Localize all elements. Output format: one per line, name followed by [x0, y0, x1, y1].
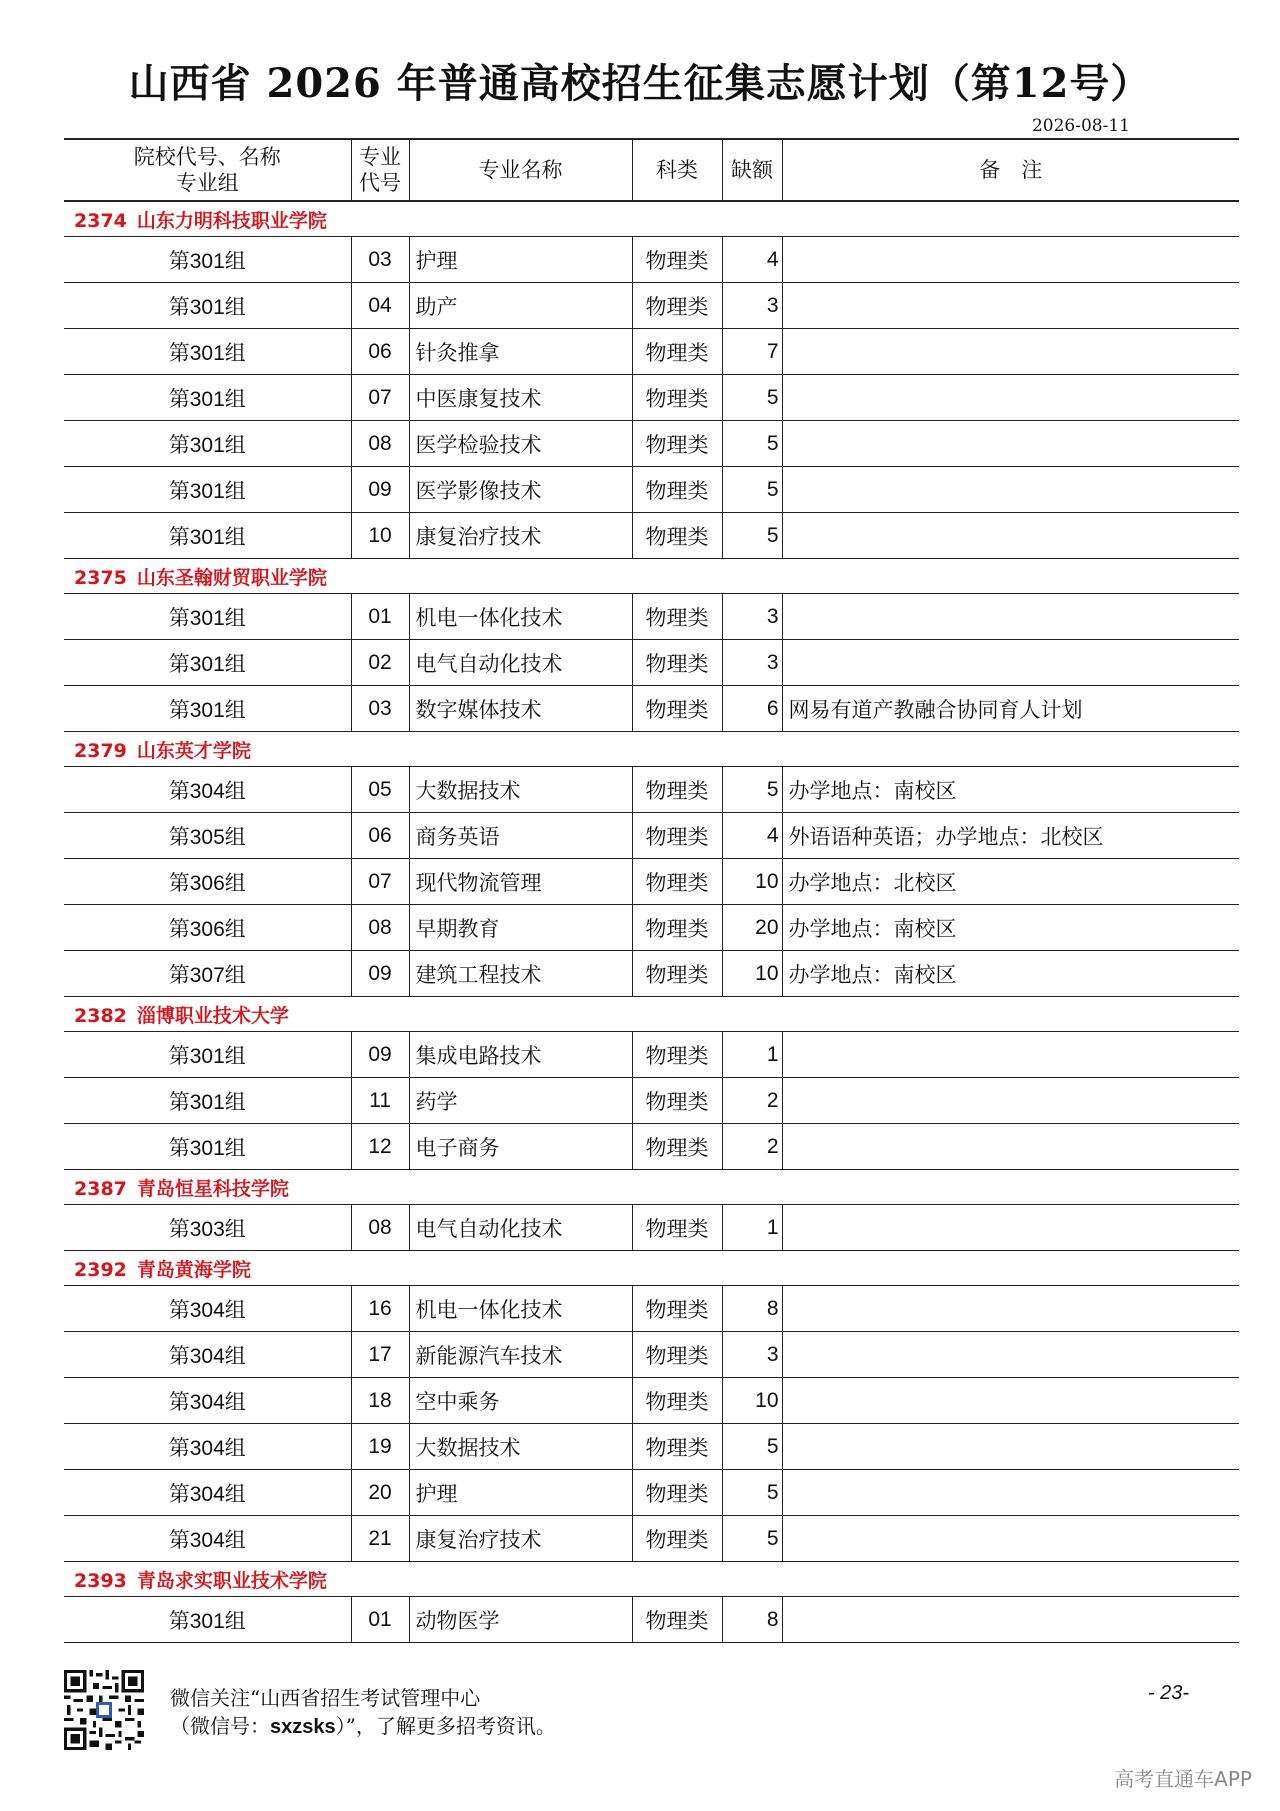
- school-header-cell: [64, 997, 1239, 1032]
- note-cell: 办学地点：南校区: [782, 767, 1239, 813]
- major-name-cell: 中医康复技术: [409, 375, 632, 421]
- table-row: [64, 421, 1239, 467]
- major-code-cell: 08: [351, 1205, 409, 1251]
- school-header-cell: [64, 732, 1239, 767]
- subject-cell: 物理类: [632, 1205, 722, 1251]
- subject-cell: 物理类: [632, 1124, 722, 1170]
- major-code-cell: 05: [351, 767, 409, 813]
- major-name-cell: 现代物流管理: [409, 859, 632, 905]
- vacancy-cell: 5: [722, 421, 782, 467]
- table-row: [64, 467, 1239, 513]
- school-header-row: [64, 1251, 1239, 1286]
- note-cell: [782, 1078, 1239, 1124]
- major-name-cell: 针灸推拿: [409, 329, 632, 375]
- school-header-cell: [64, 201, 1239, 237]
- table-row: [64, 1205, 1239, 1251]
- footer-line2-prefix: （微信号：: [170, 1714, 270, 1738]
- group-cell: 第304组: [64, 1332, 351, 1378]
- footer-wechat-line1: 微信关注“山西省招生考试管理中心: [170, 1686, 481, 1710]
- table-row: [64, 1424, 1239, 1470]
- note-cell: [782, 1124, 1239, 1170]
- vacancy-cell: 8: [722, 1597, 782, 1643]
- header-school-line2: 专业组: [175, 171, 239, 195]
- header-major-name: 专业名称: [409, 139, 632, 201]
- vacancy-cell: 3: [722, 283, 782, 329]
- school-code: 2375: [74, 566, 127, 589]
- note-cell: [782, 640, 1239, 686]
- footer-line2-suffix: ）”，了解更多招考资讯。: [335, 1714, 556, 1738]
- subject-cell: 物理类: [632, 375, 722, 421]
- vacancy-cell: 20: [722, 905, 782, 951]
- subject-cell: 物理类: [632, 513, 722, 559]
- major-name-cell: 空中乘务: [409, 1378, 632, 1424]
- school-header-row: [64, 1170, 1239, 1205]
- subject-cell: 物理类: [632, 1470, 722, 1516]
- school-code: 2379: [74, 739, 127, 762]
- subject-cell: 物理类: [632, 1378, 722, 1424]
- note-cell: [782, 1032, 1239, 1078]
- table-row: [64, 1032, 1239, 1078]
- school-header-row: [64, 201, 1239, 237]
- vacancy-cell: 4: [722, 813, 782, 859]
- major-code-cell: 06: [351, 813, 409, 859]
- note-cell: [782, 283, 1239, 329]
- major-name-cell: 护理: [409, 1470, 632, 1516]
- note-cell: [782, 467, 1239, 513]
- school-name: 青岛求实职业技术学院: [136, 1569, 327, 1592]
- major-name-cell: 机电一体化技术: [409, 1286, 632, 1332]
- subject-cell: 物理类: [632, 640, 722, 686]
- vacancy-cell: 7: [722, 329, 782, 375]
- major-name-cell: 数字媒体技术: [409, 686, 632, 732]
- plan-table: [64, 138, 1239, 1643]
- school-code: 2374: [74, 209, 127, 232]
- group-cell: 第301组: [64, 467, 351, 513]
- major-name-cell: 医学影像技术: [409, 467, 632, 513]
- major-name-cell: 电气自动化技术: [409, 640, 632, 686]
- plan-table-container: [64, 138, 1239, 1643]
- major-code-cell: 19: [351, 1424, 409, 1470]
- table-row: [64, 594, 1239, 640]
- school-code: 2392: [74, 1258, 127, 1281]
- group-cell: 第301组: [64, 283, 351, 329]
- major-name-cell: 商务英语: [409, 813, 632, 859]
- major-code-cell: 01: [351, 1597, 409, 1643]
- major-code-cell: 06: [351, 329, 409, 375]
- footer: [64, 1670, 1239, 1750]
- subject-cell: 物理类: [632, 1424, 722, 1470]
- major-code-cell: 04: [351, 283, 409, 329]
- table-row: [64, 329, 1239, 375]
- major-code-cell: 07: [351, 375, 409, 421]
- major-code-cell: 09: [351, 1032, 409, 1078]
- vacancy-cell: 1: [722, 1205, 782, 1251]
- header-subject: 科类: [632, 139, 722, 201]
- table-body: [64, 201, 1239, 1643]
- note-cell: [782, 513, 1239, 559]
- major-name-cell: 医学检验技术: [409, 421, 632, 467]
- vacancy-cell: 2: [722, 1078, 782, 1124]
- note-cell: [782, 1424, 1239, 1470]
- major-code-cell: 18: [351, 1378, 409, 1424]
- subject-cell: 物理类: [632, 859, 722, 905]
- subject-cell: 物理类: [632, 594, 722, 640]
- subject-cell: 物理类: [632, 1597, 722, 1643]
- group-cell: 第301组: [64, 375, 351, 421]
- subject-cell: 物理类: [632, 686, 722, 732]
- vacancy-cell: 5: [722, 767, 782, 813]
- major-code-cell: 09: [351, 951, 409, 997]
- school-header-cell: [64, 1251, 1239, 1286]
- header-major-code-line2: 代号: [359, 171, 401, 195]
- major-name-cell: 早期教育: [409, 905, 632, 951]
- header-school: [64, 139, 351, 201]
- school-header-row: [64, 997, 1239, 1032]
- group-cell: 第304组: [64, 1516, 351, 1562]
- table-row: [64, 1124, 1239, 1170]
- footer-wechat-line2: [170, 1710, 556, 1739]
- page-title: 山西省 2026 年普通高校招生征集志愿计划（第12号）: [128, 60, 1152, 107]
- vacancy-cell: 3: [722, 1332, 782, 1378]
- vacancy-cell: 5: [722, 1424, 782, 1470]
- note-cell: [782, 1332, 1239, 1378]
- table-row: [64, 1470, 1239, 1516]
- group-cell: 第304组: [64, 1424, 351, 1470]
- vacancy-cell: 10: [722, 951, 782, 997]
- group-cell: 第307组: [64, 951, 351, 997]
- table-row: [64, 1597, 1239, 1643]
- major-code-cell: 17: [351, 1332, 409, 1378]
- subject-cell: 物理类: [632, 1332, 722, 1378]
- vacancy-cell: 5: [722, 1516, 782, 1562]
- school-header-cell: [64, 559, 1239, 594]
- group-cell: 第304组: [64, 1470, 351, 1516]
- group-cell: 第301组: [64, 329, 351, 375]
- group-cell: 第301组: [64, 421, 351, 467]
- table-row: [64, 375, 1239, 421]
- major-name-cell: 药学: [409, 1078, 632, 1124]
- note-cell: [782, 1597, 1239, 1643]
- school-header-cell: [64, 1170, 1239, 1205]
- vacancy-cell: 4: [722, 237, 782, 283]
- school-header-row: [64, 732, 1239, 767]
- school-name: 山东力明科技职业学院: [136, 209, 327, 232]
- page-number: - 23-: [1147, 1682, 1189, 1704]
- vacancy-cell: 8: [722, 1286, 782, 1332]
- vacancy-cell: 10: [722, 859, 782, 905]
- school-header-row: [64, 559, 1239, 594]
- header-note: 备 注: [782, 139, 1239, 201]
- school-name: 淄博职业技术大学: [136, 1004, 289, 1027]
- subject-cell: 物理类: [632, 1286, 722, 1332]
- group-cell: 第305组: [64, 813, 351, 859]
- vacancy-cell: 5: [722, 467, 782, 513]
- school-code: 2393: [74, 1569, 127, 1592]
- school-code: 2387: [74, 1177, 127, 1200]
- group-cell: 第301组: [64, 1078, 351, 1124]
- major-name-cell: 康复治疗技术: [409, 1516, 632, 1562]
- note-cell: 外语语种英语；办学地点：北校区: [782, 813, 1239, 859]
- group-cell: 第301组: [64, 640, 351, 686]
- major-name-cell: 护理: [409, 237, 632, 283]
- subject-cell: 物理类: [632, 421, 722, 467]
- major-code-cell: 08: [351, 421, 409, 467]
- note-cell: [782, 594, 1239, 640]
- major-name-cell: 大数据技术: [409, 767, 632, 813]
- note-cell: 办学地点：南校区: [782, 951, 1239, 997]
- group-cell: 第301组: [64, 1124, 351, 1170]
- vacancy-cell: 3: [722, 594, 782, 640]
- major-name-cell: 电气自动化技术: [409, 1205, 632, 1251]
- table-row: [64, 640, 1239, 686]
- major-code-cell: 12: [351, 1124, 409, 1170]
- note-cell: [782, 1378, 1239, 1424]
- major-code-cell: 03: [351, 237, 409, 283]
- note-cell: [782, 1470, 1239, 1516]
- school-name: 山东圣翰财贸职业学院: [136, 566, 327, 589]
- issue-date: 2026-08-11: [1031, 116, 1130, 136]
- major-code-cell: 08: [351, 905, 409, 951]
- table-row: [64, 859, 1239, 905]
- note-cell: 网易有道产教融合协同育人计划: [782, 686, 1239, 732]
- watermark: 高考直通车APP: [1114, 1767, 1252, 1791]
- note-cell: 办学地点：北校区: [782, 859, 1239, 905]
- group-cell: 第301组: [64, 594, 351, 640]
- major-code-cell: 20: [351, 1470, 409, 1516]
- table-row: [64, 1286, 1239, 1332]
- school-name: 山东英才学院: [136, 739, 251, 762]
- school-code: 2382: [74, 1004, 127, 1027]
- note-cell: [782, 421, 1239, 467]
- vacancy-cell: 10: [722, 1378, 782, 1424]
- note-cell: [782, 1286, 1239, 1332]
- header-major-code-line1: 专业: [359, 145, 401, 169]
- table-header-row: [64, 139, 1239, 201]
- subject-cell: 物理类: [632, 329, 722, 375]
- table-row: [64, 513, 1239, 559]
- table-row: [64, 1332, 1239, 1378]
- subject-cell: 物理类: [632, 905, 722, 951]
- group-cell: 第301组: [64, 513, 351, 559]
- major-code-cell: 16: [351, 1286, 409, 1332]
- note-cell: [782, 1205, 1239, 1251]
- major-name-cell: 集成电路技术: [409, 1032, 632, 1078]
- table-row: [64, 237, 1239, 283]
- table-row: [64, 767, 1239, 813]
- major-code-cell: 03: [351, 686, 409, 732]
- subject-cell: 物理类: [632, 1032, 722, 1078]
- group-cell: 第304组: [64, 1286, 351, 1332]
- header-major-code: [351, 139, 409, 201]
- group-cell: 第301组: [64, 1597, 351, 1643]
- table-row: [64, 905, 1239, 951]
- subject-cell: 物理类: [632, 951, 722, 997]
- group-cell: 第304组: [64, 767, 351, 813]
- major-code-cell: 11: [351, 1078, 409, 1124]
- group-cell: 第303组: [64, 1205, 351, 1251]
- school-name: 青岛恒星科技学院: [136, 1177, 289, 1200]
- table-row: [64, 813, 1239, 859]
- school-name: 青岛黄海学院: [136, 1258, 251, 1281]
- major-name-cell: 康复治疗技术: [409, 513, 632, 559]
- group-cell: 第301组: [64, 1032, 351, 1078]
- qr-code-icon: [64, 1670, 144, 1750]
- subject-cell: 物理类: [632, 813, 722, 859]
- group-cell: 第301组: [64, 686, 351, 732]
- note-cell: [782, 329, 1239, 375]
- note-cell: [782, 375, 1239, 421]
- group-cell: 第306组: [64, 905, 351, 951]
- major-code-cell: 09: [351, 467, 409, 513]
- vacancy-cell: 3: [722, 640, 782, 686]
- subject-cell: 物理类: [632, 467, 722, 513]
- major-name-cell: 助产: [409, 283, 632, 329]
- major-name-cell: 电子商务: [409, 1124, 632, 1170]
- table-row: [64, 1378, 1239, 1424]
- note-cell: [782, 1516, 1239, 1562]
- table-row: [64, 1078, 1239, 1124]
- vacancy-cell: 6: [722, 686, 782, 732]
- major-name-cell: 动物医学: [409, 1597, 632, 1643]
- vacancy-cell: 2: [722, 1124, 782, 1170]
- header-school-line1: 院校代号、名称: [133, 145, 281, 169]
- subject-cell: 物理类: [632, 237, 722, 283]
- major-code-cell: 10: [351, 513, 409, 559]
- subject-cell: 物理类: [632, 1516, 722, 1562]
- major-name-cell: 建筑工程技术: [409, 951, 632, 997]
- group-cell: 第301组: [64, 237, 351, 283]
- school-header-cell: [64, 1562, 1239, 1597]
- subject-cell: 物理类: [632, 283, 722, 329]
- table-row: [64, 283, 1239, 329]
- major-name-cell: 新能源汽车技术: [409, 1332, 632, 1378]
- major-name-cell: 大数据技术: [409, 1424, 632, 1470]
- table-row: [64, 1516, 1239, 1562]
- vacancy-cell: 5: [722, 1470, 782, 1516]
- school-header-row: [64, 1562, 1239, 1597]
- major-code-cell: 21: [351, 1516, 409, 1562]
- subject-cell: 物理类: [632, 1078, 722, 1124]
- group-cell: 第304组: [64, 1378, 351, 1424]
- major-code-cell: 02: [351, 640, 409, 686]
- header-vacancy: 缺额: [722, 139, 782, 201]
- note-cell: 办学地点：南校区: [782, 905, 1239, 951]
- table-row: [64, 686, 1239, 732]
- vacancy-cell: 5: [722, 513, 782, 559]
- major-name-cell: 机电一体化技术: [409, 594, 632, 640]
- table-row: [64, 951, 1239, 997]
- subject-cell: 物理类: [632, 767, 722, 813]
- footer-wechat-id: sxzsks: [270, 1716, 336, 1738]
- group-cell: 第306组: [64, 859, 351, 905]
- note-cell: [782, 237, 1239, 283]
- vacancy-cell: 1: [722, 1032, 782, 1078]
- vacancy-cell: 5: [722, 375, 782, 421]
- major-code-cell: 07: [351, 859, 409, 905]
- major-code-cell: 01: [351, 594, 409, 640]
